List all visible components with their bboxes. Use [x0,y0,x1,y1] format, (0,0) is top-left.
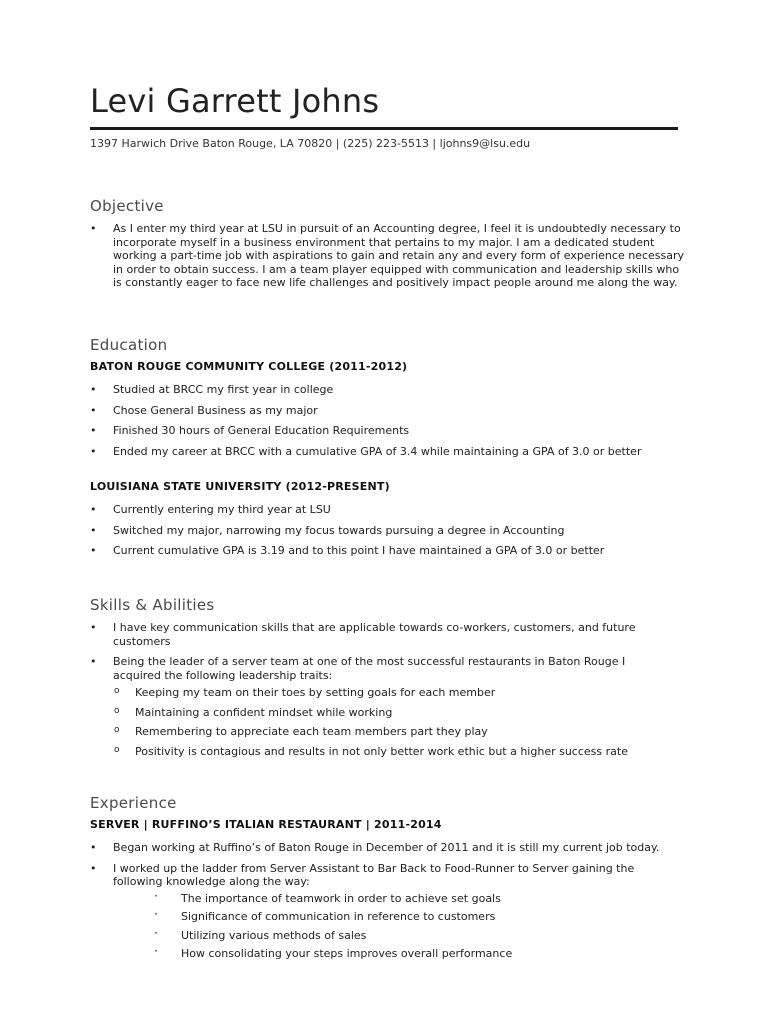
experience-list [90,841,690,961]
sub-list-item: · Significance of communication in reference to customers [90,910,690,924]
school-name-lsu: LOUISIANA STATE UNIVERSITY (2012-PRESENT) [90,480,390,493]
experience-heading: Experience [90,794,177,812]
sub-list-item: · How consolidating your steps improves overall performance [90,947,690,961]
objective-item: • As I enter my third year at LSU in pursuit of an Accounting degree, I feel it is undoubtedly necessary to incorporate myself in a business environment that pertains to my major. I am a dedicated student working a part-time job with aspirations to gain and retain any and every form of experience necessary in order to obtain success. I am a team player equipped with communication and leadership skills who is constantly eager to face new life challenges and positively impact people around me along the way. [90,222,690,290]
skills-list [90,621,690,758]
education-section [90,336,690,565]
list-item: • I have key communication skills that are applicable towards co-workers, customers, and future customers [90,621,673,648]
list-item: • Ended my career at BRCC with a cumulative GPA of 3.4 while maintaining a GPA of 3.0 or better [90,445,690,459]
education-heading: Education [90,336,168,354]
sub-list-item: o Remembering to appreciate each team members part they play [90,725,690,739]
list-item: • Currently entering my third year at LSU [90,503,690,517]
experience-section [90,794,690,966]
sub-list-item: · Utilizing various methods of sales [90,929,690,943]
sub-list-item: o Keeping my team on their toes by setting goals for each member [90,686,690,700]
sub-list-item: o Positivity is contagious and results in not only better work ethic but a higher success rate [90,745,690,759]
objective-section [90,197,690,297]
job-title: SERVER | RUFFINO’S ITALIAN RESTAURANT | 2011-2014 [90,818,442,831]
sub-list-item: · The importance of teamwork in order to achieve set goals [90,892,690,906]
objective-heading: Objective [90,197,164,215]
lsu-list [90,503,690,558]
list-item: • Chose General Business as my major [90,404,690,418]
school-name-brcc: BATON ROUGE COMMUNITY COLLEGE (2011-2012) [90,360,408,373]
objective-list [90,222,690,290]
list-item: • Switched my major, narrowing my focus towards pursuing a degree in Accounting [90,524,690,538]
list-item: • Began working at Ruffino’s of Baton Rouge in December of 2011 and it is still my current job today. [90,841,690,855]
brcc-list [90,383,690,458]
skills-heading: Skills & Abilities [90,596,215,614]
list-item: • Finished 30 hours of General Education Requirements [90,424,690,438]
list-item: • Being the leader of a server team at one of the most successful restaurants in Baton Rouge I acquired the following leadership traits: [90,655,673,682]
sub-list-item: o Maintaining a confident mindset while working [90,706,690,720]
list-item: • Current cumulative GPA is 3.19 and to this point I have maintained a GPA of 3.0 or better [90,544,690,558]
candidate-name: Levi Garrett Johns [90,82,380,120]
contact-info: 1397 Harwich Drive Baton Rouge, LA 70820 | (225) 223-5513 | ljohns9@lsu.edu [90,137,531,150]
skills-section [90,596,690,764]
list-item: • I worked up the ladder from Server Assistant to Bar Back to Food-Runner to Server gaining the following knowledge along the way: [90,862,683,889]
header-divider [90,127,678,130]
list-item: • Studied at BRCC my first year in college [90,383,690,397]
